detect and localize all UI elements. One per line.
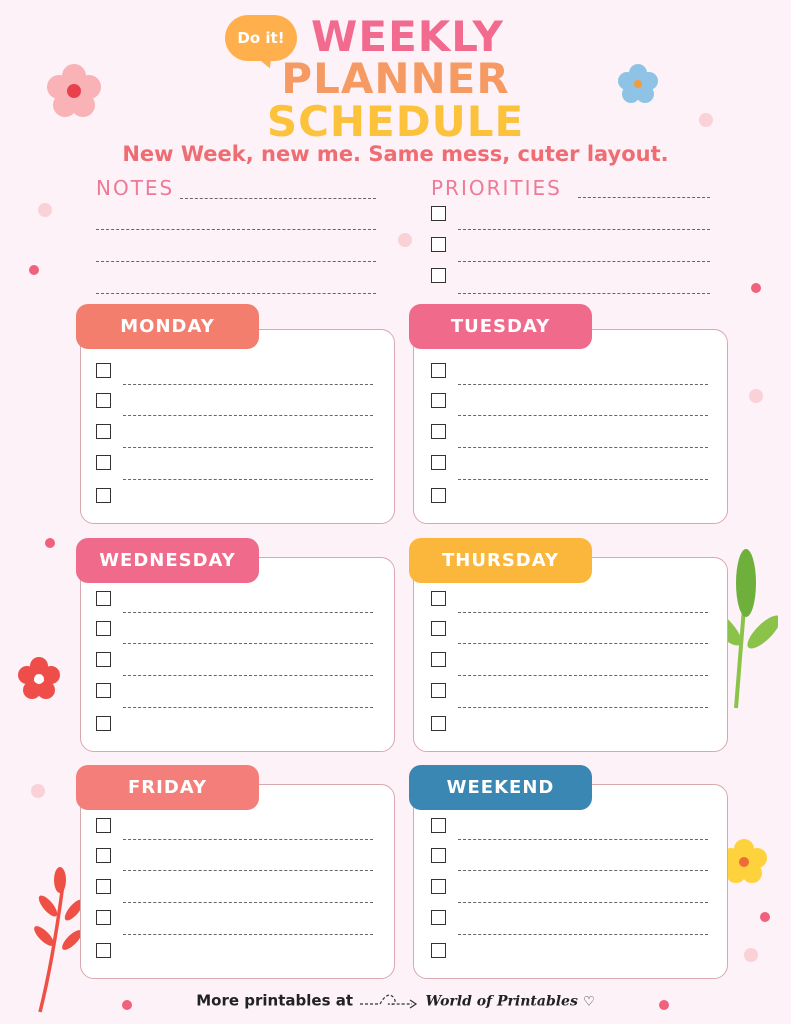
task-checkbox[interactable] [431, 910, 446, 925]
task-checkbox[interactable] [96, 591, 111, 606]
task-checkbox[interactable] [96, 683, 111, 698]
day-tab-friday: FRIDAY [76, 765, 259, 810]
task-checkbox[interactable] [431, 943, 446, 958]
task-checkbox[interactable] [431, 363, 446, 378]
title-planner: PLANNER [281, 54, 510, 103]
task-line[interactable] [123, 934, 373, 935]
day-tab-monday: MONDAY [76, 304, 259, 349]
task-line[interactable] [458, 612, 708, 613]
day-tab-thursday: THURSDAY [409, 538, 592, 583]
task-line[interactable] [123, 415, 373, 416]
day-card-weekend [413, 784, 728, 979]
priorities-line[interactable] [578, 197, 710, 198]
task-line[interactable] [123, 447, 373, 448]
task-line[interactable] [123, 870, 373, 871]
notes-line[interactable] [96, 261, 376, 262]
day-card-thursday [413, 557, 728, 752]
notes-line[interactable] [96, 293, 376, 294]
day-card-tuesday [413, 329, 728, 524]
task-checkbox[interactable] [431, 818, 446, 833]
task-checkbox[interactable] [96, 363, 111, 378]
task-line[interactable] [458, 675, 708, 676]
day-tab-weekend: WEEKEND [409, 765, 592, 810]
task-checkbox[interactable] [431, 393, 446, 408]
task-checkbox[interactable] [431, 683, 446, 698]
decor-dot [744, 948, 758, 962]
task-line[interactable] [123, 707, 373, 708]
heart-icon: ♡ [583, 994, 595, 1010]
task-line[interactable] [458, 707, 708, 708]
task-checkbox[interactable] [96, 818, 111, 833]
decor-dot [38, 203, 52, 217]
day-card-monday [80, 329, 395, 524]
task-line[interactable] [458, 643, 708, 644]
task-checkbox[interactable] [96, 488, 111, 503]
task-checkbox[interactable] [96, 621, 111, 636]
day-tab-wednesday: WEDNESDAY [76, 538, 259, 583]
task-checkbox[interactable] [431, 621, 446, 636]
decor-dot [29, 265, 39, 275]
subtitle: New Week, new me. Same mess, cuter layout. [122, 142, 669, 166]
title-weekly: WEEKLY [311, 12, 504, 61]
day-card-friday [80, 784, 395, 979]
task-line[interactable] [123, 612, 373, 613]
task-line[interactable] [458, 839, 708, 840]
day-card-wednesday [80, 557, 395, 752]
flower-red-decoration [16, 656, 62, 702]
task-line[interactable] [123, 675, 373, 676]
decor-dot [751, 283, 761, 293]
task-checkbox[interactable] [431, 455, 446, 470]
decor-dot [398, 233, 412, 247]
dashed-arrow-icon [358, 990, 420, 1012]
task-checkbox[interactable] [96, 455, 111, 470]
priorities-line[interactable] [458, 229, 710, 230]
task-checkbox[interactable] [96, 652, 111, 667]
task-checkbox[interactable] [96, 848, 111, 863]
task-line[interactable] [458, 870, 708, 871]
task-line[interactable] [458, 934, 708, 935]
task-checkbox[interactable] [96, 910, 111, 925]
task-checkbox[interactable] [96, 393, 111, 408]
footer-prefix: More printables at [196, 991, 354, 1010]
priority-checkbox[interactable] [431, 268, 446, 283]
task-checkbox[interactable] [431, 591, 446, 606]
task-line[interactable] [123, 902, 373, 903]
task-line[interactable] [458, 447, 708, 448]
task-line[interactable] [458, 902, 708, 903]
task-line[interactable] [123, 479, 373, 480]
task-line[interactable] [458, 384, 708, 385]
task-checkbox[interactable] [96, 943, 111, 958]
task-checkbox[interactable] [96, 879, 111, 894]
priorities-label: PRIORITIES [431, 176, 562, 200]
decor-dot [31, 784, 45, 798]
footer [0, 990, 791, 1012]
do-it-badge: Do it! [225, 15, 297, 61]
priorities-line[interactable] [458, 293, 710, 294]
task-checkbox[interactable] [96, 716, 111, 731]
notes-line[interactable] [180, 198, 376, 199]
day-tab-tuesday: TUESDAY [409, 304, 592, 349]
task-checkbox[interactable] [96, 424, 111, 439]
priorities-line[interactable] [458, 261, 710, 262]
footer-brand[interactable]: World of Printables [425, 993, 578, 1010]
task-checkbox[interactable] [431, 652, 446, 667]
task-line[interactable] [123, 839, 373, 840]
task-line[interactable] [458, 415, 708, 416]
task-checkbox[interactable] [431, 488, 446, 503]
task-line[interactable] [458, 479, 708, 480]
decor-dot [45, 538, 55, 548]
notes-line[interactable] [96, 229, 376, 230]
task-checkbox[interactable] [431, 879, 446, 894]
priority-checkbox[interactable] [431, 237, 446, 252]
priority-checkbox[interactable] [431, 206, 446, 221]
title-schedule: SCHEDULE [266, 97, 525, 146]
decor-dot [749, 389, 763, 403]
task-line[interactable] [123, 384, 373, 385]
notes-label: NOTES [96, 176, 175, 200]
task-checkbox[interactable] [431, 848, 446, 863]
task-checkbox[interactable] [431, 716, 446, 731]
decor-dot [760, 912, 770, 922]
task-checkbox[interactable] [431, 424, 446, 439]
task-line[interactable] [123, 643, 373, 644]
